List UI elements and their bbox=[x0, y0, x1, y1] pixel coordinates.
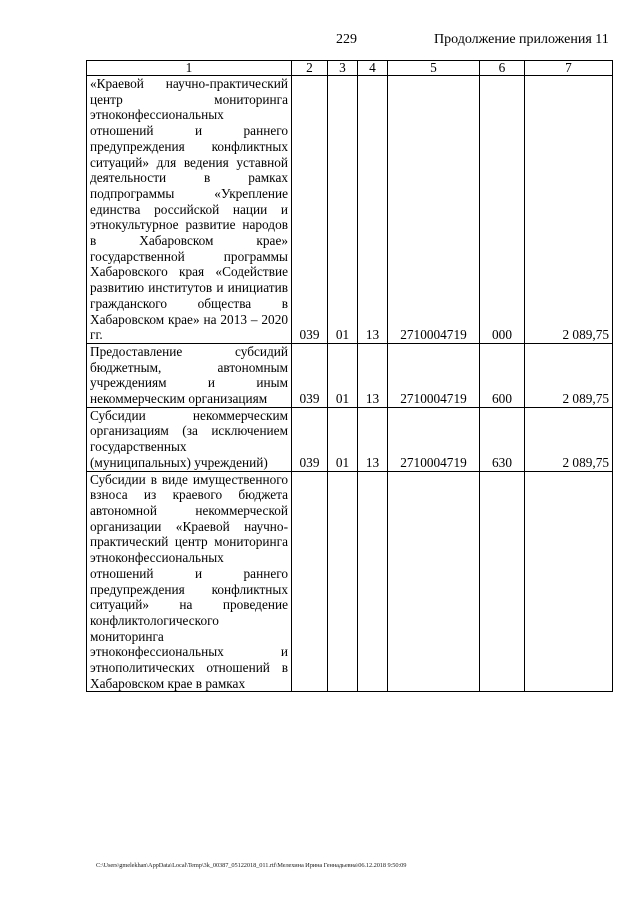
cell-ministry-code bbox=[292, 471, 328, 692]
cell-amount bbox=[525, 471, 613, 692]
cell-amount: 2 089,75 bbox=[525, 407, 613, 471]
cell-target-article bbox=[388, 471, 480, 692]
cell-expense-type bbox=[480, 471, 525, 692]
page-number: 229 bbox=[336, 32, 357, 47]
table-row bbox=[87, 343, 613, 407]
cell-subsection bbox=[358, 471, 388, 692]
cell-target-article: 2710004719 bbox=[388, 407, 480, 471]
cell-amount: 2 089,75 bbox=[525, 76, 613, 344]
cell-amount: 2 089,75 bbox=[525, 343, 613, 407]
table-row bbox=[87, 407, 613, 471]
cell-expense-type: 000 bbox=[480, 76, 525, 344]
cell-expense-type: 600 bbox=[480, 343, 525, 407]
column-header: 6 bbox=[480, 61, 525, 76]
cell-section: 01 bbox=[328, 343, 358, 407]
cell-ministry-code: 039 bbox=[292, 343, 328, 407]
table-header-row bbox=[87, 61, 613, 76]
column-header: 2 bbox=[292, 61, 328, 76]
column-header: 3 bbox=[328, 61, 358, 76]
column-header: 4 bbox=[358, 61, 388, 76]
column-header: 5 bbox=[388, 61, 480, 76]
table-row bbox=[87, 471, 613, 692]
cell-subsection: 13 bbox=[358, 76, 388, 344]
cell-ministry-code: 039 bbox=[292, 407, 328, 471]
row-name: Субсидии некоммерческим организациям (за исключением государственных (муниципальных) учреждений) bbox=[87, 407, 292, 471]
cell-section: 01 bbox=[328, 76, 358, 344]
budget-table bbox=[86, 60, 613, 692]
cell-subsection: 13 bbox=[358, 407, 388, 471]
cell-ministry-code: 039 bbox=[292, 76, 328, 344]
row-name: «Краевой научно-практический центр мониторинга этноконфессиональных отношений и раннего предупреждения конфликтных ситуаций» для ведения уставной деятельности в рамках подпрограммы «Укрепление единства российской нации и этнокультурное развитие народов в Хабаровском крае» государственной программы Хабаровского края «Содействие развитию институтов и инициатив гражданского общества в Хабаровском крае» на 2013 – 2020 гг. bbox=[87, 76, 292, 344]
continuation-title: Продолжение приложения 11 bbox=[434, 32, 609, 47]
cell-target-article: 2710004719 bbox=[388, 76, 480, 344]
cell-subsection: 13 bbox=[358, 343, 388, 407]
file-path-footer: C:\Users\gmelekhan\AppData\Local\Temp\3k_00387_05122018_011.rtf\Мелехина Ирина Геннадьевна\06.12.2018 9:50:09 bbox=[96, 862, 407, 869]
cell-expense-type: 630 bbox=[480, 407, 525, 471]
cell-section bbox=[328, 471, 358, 692]
column-header: 1 bbox=[87, 61, 292, 76]
cell-section: 01 bbox=[328, 407, 358, 471]
table-row bbox=[87, 76, 613, 344]
column-header: 7 bbox=[525, 61, 613, 76]
row-name: Предоставление субсидий бюджетным, автономным учреждениям и иным некоммерческим организациям bbox=[87, 343, 292, 407]
cell-target-article: 2710004719 bbox=[388, 343, 480, 407]
row-name: Субсидии в виде имущественного взноса из краевого бюджета автономной некоммерческой организации «Краевой научно-практический центр мониторинга этноконфессиональных отношений и раннего предупреждения конфликтных ситуаций» на проведение конфликтологического мониторинга этноконфессиональных и этнополитических отношений в Хабаровском крае в рамках bbox=[87, 471, 292, 692]
